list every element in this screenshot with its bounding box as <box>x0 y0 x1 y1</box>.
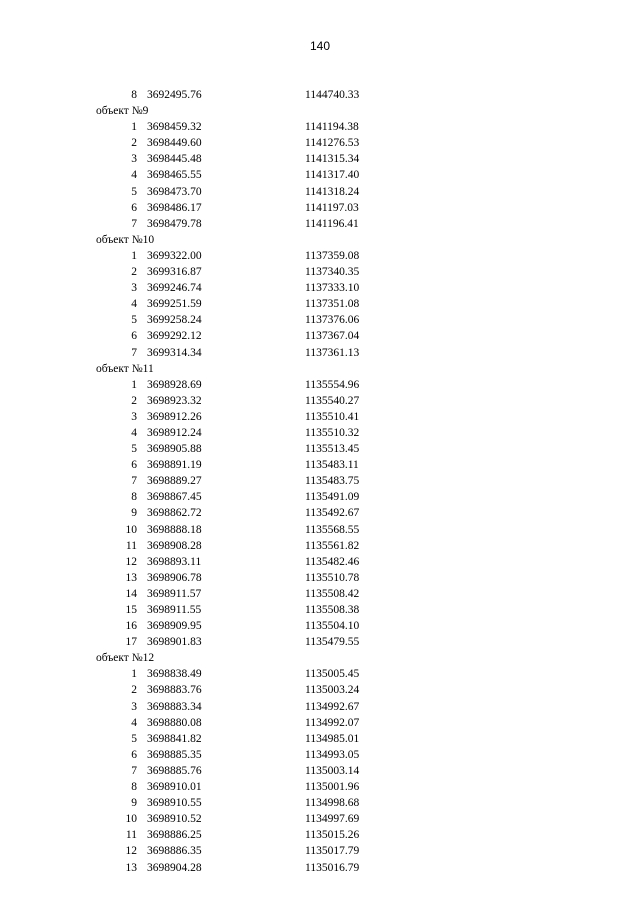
point-number: 11 <box>125 829 137 842</box>
coordinate-x: 3698910.52 <box>147 813 202 826</box>
point-number: 10 <box>125 523 137 536</box>
coordinate-y: 1135491.09 <box>305 491 360 504</box>
coordinate-y: 1135003.14 <box>305 764 360 777</box>
coordinate-x: 3699316.87 <box>147 266 202 279</box>
coordinate-x: 3698923.32 <box>147 394 202 407</box>
coordinate-y: 1134992.07 <box>305 716 360 729</box>
object-title: объект №11 <box>96 362 154 375</box>
point-number: 14 <box>125 587 137 600</box>
table-row <box>0 682 640 698</box>
table-row <box>0 634 640 650</box>
table-row <box>0 280 640 296</box>
coordinate-x: 3698880.08 <box>147 716 202 729</box>
table-row <box>0 827 640 843</box>
table-row <box>0 779 640 795</box>
point-number: 1 <box>131 668 137 681</box>
coordinate-x: 3698841.82 <box>147 732 202 745</box>
coordinate-x: 3698893.11 <box>147 555 202 568</box>
object-header <box>0 232 640 248</box>
table-row <box>0 522 640 538</box>
coordinate-x: 3698885.76 <box>147 764 202 777</box>
coordinate-x: 3698905.88 <box>147 443 202 456</box>
coordinate-y: 1134997.69 <box>305 813 360 826</box>
coordinate-y: 1135510.78 <box>305 571 360 584</box>
table-row <box>0 312 640 328</box>
coordinate-x: 3698867.45 <box>147 491 202 504</box>
table-row <box>0 216 640 232</box>
coordinate-y: 1135483.11 <box>305 459 359 472</box>
point-number: 7 <box>131 475 137 488</box>
point-number: 7 <box>131 346 137 359</box>
table-row <box>0 715 640 731</box>
coordinate-x: 3698888.18 <box>147 523 202 536</box>
coordinate-y: 1135479.55 <box>305 636 360 649</box>
coordinate-y: 1144740.33 <box>305 89 360 101</box>
table-row <box>0 473 640 489</box>
coordinate-y: 1137361.13 <box>305 346 360 359</box>
coordinate-x: 3698911.57 <box>147 587 202 600</box>
coordinate-x: 3699258.24 <box>147 314 202 327</box>
table-row <box>0 409 640 425</box>
point-number: 4 <box>131 426 137 439</box>
table-row <box>0 505 640 521</box>
table-row <box>0 393 640 409</box>
coordinate-y: 1135483.75 <box>305 475 360 488</box>
point-number: 1 <box>131 121 137 134</box>
coordinate-x: 3698459.32 <box>147 121 202 134</box>
point-number: 10 <box>125 813 137 826</box>
coordinate-y: 1135508.38 <box>305 604 360 616</box>
point-number: 6 <box>131 459 137 472</box>
coordinate-y: 1135016.79 <box>305 861 360 874</box>
coordinate-x: 3698901.83 <box>147 636 202 649</box>
table-row <box>0 425 640 441</box>
point-number: 4 <box>131 298 137 311</box>
coordinate-x: 3698910.01 <box>147 781 202 794</box>
coordinate-y: 1137333.10 <box>305 282 360 295</box>
point-number: 3 <box>131 410 137 423</box>
coordinate-x: 3698912.24 <box>147 426 202 439</box>
coordinate-x: 3698479.78 <box>147 217 202 230</box>
coordinate-x: 3698838.49 <box>147 668 202 681</box>
coordinate-y: 1134992.67 <box>305 700 360 713</box>
coordinate-y: 1135003.24 <box>305 684 360 697</box>
coordinate-x: 3698911.55 <box>147 604 202 616</box>
point-number: 6 <box>131 748 137 761</box>
point-number: 3 <box>131 282 137 295</box>
point-number: 3 <box>131 700 137 713</box>
table-row <box>0 618 640 634</box>
coordinate-x: 3692495.76 <box>147 89 202 101</box>
point-number: 4 <box>131 716 137 729</box>
table-row <box>0 441 640 457</box>
coordinate-y: 1137340.35 <box>305 266 360 279</box>
table-row <box>0 457 640 473</box>
table-row <box>0 489 640 505</box>
table-row <box>0 538 640 554</box>
coordinate-x: 3698909.95 <box>147 620 202 633</box>
coordinate-y: 1141315.34 <box>305 153 360 166</box>
coordinate-x: 3698883.76 <box>147 684 202 697</box>
point-number: 5 <box>131 314 137 327</box>
coordinate-x: 3699314.34 <box>147 346 202 359</box>
coordinate-x: 3698908.28 <box>147 539 202 552</box>
point-number: 4 <box>131 169 137 182</box>
table-row <box>0 264 640 280</box>
object-header <box>0 650 640 666</box>
coordinate-y: 1141196.41 <box>305 217 359 230</box>
point-number: 9 <box>131 797 137 810</box>
point-number: 16 <box>125 620 137 633</box>
coordinates-table <box>0 87 640 876</box>
coordinate-x: 3698886.35 <box>147 845 202 858</box>
object-title: объект №12 <box>96 652 155 665</box>
table-row <box>0 570 640 586</box>
table-row <box>0 699 640 715</box>
point-number: 6 <box>131 201 137 214</box>
coordinate-x: 3698906.78 <box>147 571 202 584</box>
coordinate-x: 3698891.19 <box>147 459 202 472</box>
table-row <box>0 795 640 811</box>
point-number: 13 <box>125 861 137 874</box>
coordinate-x: 3698465.55 <box>147 169 202 182</box>
point-number: 5 <box>131 185 137 198</box>
page-number: 140 <box>309 39 331 53</box>
coordinate-y: 1135492.67 <box>305 507 360 520</box>
table-row <box>0 184 640 200</box>
table-row <box>0 554 640 570</box>
coordinate-y: 1137376.06 <box>305 314 360 327</box>
point-number: 8 <box>131 781 137 794</box>
coordinate-x: 3699292.12 <box>147 330 202 343</box>
coordinate-x: 3699246.74 <box>147 282 202 295</box>
table-row <box>0 328 640 344</box>
point-number: 5 <box>131 732 137 745</box>
point-number: 12 <box>125 555 137 568</box>
coordinate-x: 3698928.69 <box>147 378 202 391</box>
coordinate-x: 3698910.55 <box>147 797 202 810</box>
coordinate-y: 1135504.10 <box>305 620 360 633</box>
table-row <box>0 119 640 135</box>
coordinate-y: 1135568.55 <box>305 523 360 536</box>
coordinate-x: 3699322.00 <box>147 249 202 262</box>
coordinate-y: 1135561.82 <box>305 539 360 552</box>
coordinate-y: 1135017.79 <box>305 845 360 858</box>
coordinate-y: 1135508.42 <box>305 587 360 600</box>
point-number: 7 <box>131 217 137 230</box>
point-number: 2 <box>131 684 137 697</box>
point-number: 1 <box>131 249 137 262</box>
coordinate-y: 1135482.46 <box>305 555 360 568</box>
table-row <box>0 860 640 876</box>
coordinate-y: 1135001.96 <box>305 781 360 794</box>
point-number: 6 <box>131 330 137 343</box>
point-number: 3 <box>131 153 137 166</box>
coordinate-y: 1135510.41 <box>305 410 360 423</box>
coordinate-x: 3699251.59 <box>147 298 202 311</box>
table-row <box>0 248 640 264</box>
object-header <box>0 361 640 377</box>
coordinate-y: 1135554.96 <box>305 378 360 391</box>
table-row <box>0 296 640 312</box>
object-title: объект №9 <box>96 105 149 118</box>
point-number: 5 <box>131 443 137 456</box>
table-row <box>0 135 640 151</box>
table-row <box>0 731 640 747</box>
point-number: 2 <box>131 137 137 150</box>
point-number: 2 <box>131 394 137 407</box>
point-number: 11 <box>125 539 137 552</box>
point-number: 8 <box>131 89 137 101</box>
coordinate-x: 3698886.25 <box>147 829 202 842</box>
coordinate-x: 3698445.48 <box>147 153 202 166</box>
table-row <box>0 377 640 393</box>
point-number: 15 <box>125 604 137 616</box>
point-number: 8 <box>131 491 137 504</box>
coordinate-y: 1137367.04 <box>305 330 360 343</box>
coordinate-y: 1141197.03 <box>305 201 359 214</box>
table-row <box>0 151 640 167</box>
coordinate-x: 3698862.72 <box>147 507 202 520</box>
coordinate-y: 1135015.26 <box>305 829 360 842</box>
coordinate-x: 3698486.17 <box>147 201 202 214</box>
coordinate-y: 1141276.53 <box>305 137 360 150</box>
point-number: 12 <box>125 845 137 858</box>
object-title: объект №10 <box>96 233 155 246</box>
table-row <box>0 747 640 763</box>
coordinate-y: 1135005.45 <box>305 668 360 681</box>
object-header <box>0 103 640 119</box>
point-number: 1 <box>131 378 137 391</box>
coordinate-y: 1135510.32 <box>305 426 360 439</box>
point-number: 2 <box>131 266 137 279</box>
point-number: 17 <box>125 636 137 649</box>
table-row <box>0 811 640 827</box>
coordinate-y: 1137351.08 <box>305 298 360 311</box>
table-row <box>0 87 640 103</box>
table-row <box>0 763 640 779</box>
coordinate-x: 3698883.34 <box>147 700 202 713</box>
point-number: 7 <box>131 764 137 777</box>
coordinate-y: 1141194.38 <box>305 121 359 134</box>
table-row <box>0 200 640 216</box>
coordinate-y: 1141317.40 <box>305 169 360 182</box>
table-row <box>0 586 640 602</box>
coordinate-y: 1134998.68 <box>305 797 360 810</box>
coordinate-y: 1141318.24 <box>305 185 360 198</box>
table-row <box>0 666 640 682</box>
coordinate-y: 1135540.27 <box>305 394 360 407</box>
coordinate-x: 3698912.26 <box>147 410 202 423</box>
point-number: 9 <box>131 507 137 520</box>
table-row <box>0 602 640 618</box>
coordinate-y: 1134985.01 <box>305 732 360 745</box>
coordinate-y: 1137359.08 <box>305 249 360 262</box>
coordinate-x: 3698473.70 <box>147 185 202 198</box>
coordinate-x: 3698904.28 <box>147 861 202 874</box>
table-row <box>0 167 640 183</box>
point-number: 13 <box>125 571 137 584</box>
coordinate-x: 3698885.35 <box>147 748 202 761</box>
coordinate-x: 3698449.60 <box>147 137 202 150</box>
table-row <box>0 345 640 361</box>
coordinate-y: 1135513.45 <box>305 443 360 456</box>
coordinate-x: 3698889.27 <box>147 475 202 488</box>
table-row <box>0 843 640 859</box>
coordinate-y: 1134993.05 <box>305 748 360 761</box>
